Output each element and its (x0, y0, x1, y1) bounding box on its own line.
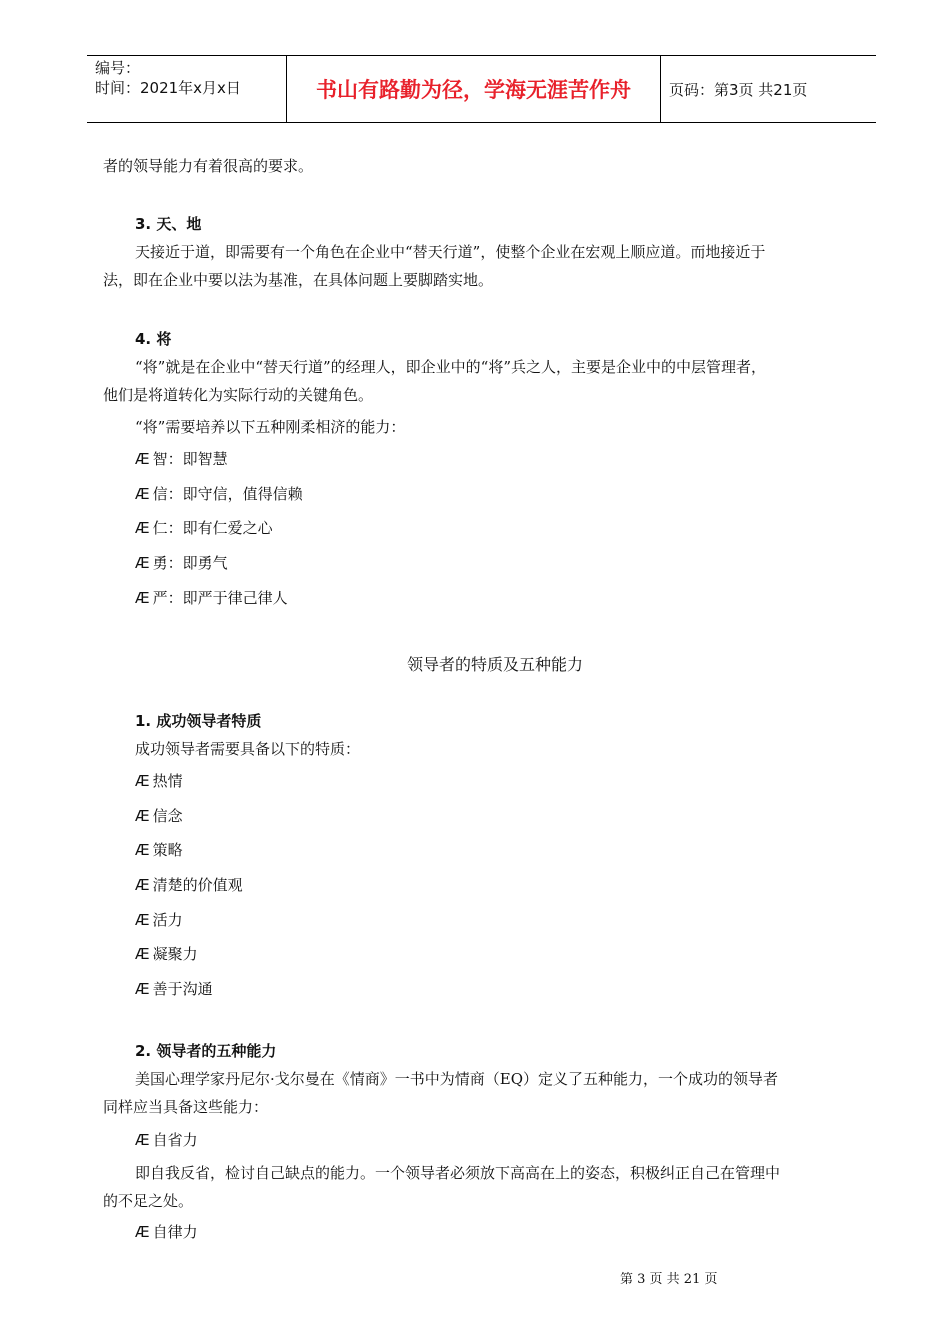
section-6-paragraph-line-3: 即自我反省，检讨自己缺点的能力。一个领导者必须放下高高在上的姿态，积极纠正自己在管理中 (135, 1164, 781, 1182)
section-4-paragraph-line-3: “将”需要培养以下五种刚柔相济的能力： (135, 418, 406, 436)
list-item: Æ 自省力 (135, 1131, 198, 1149)
page-header (87, 55, 876, 123)
header-motto: 书山有路勤为径，学海无涯苦作舟 (287, 56, 661, 122)
section-6-title: 2. 领导者的五种能力 (135, 1042, 277, 1060)
header-page-info: 页码：第3页 共21页 (669, 80, 808, 99)
list-item: Æ 严：即严于律己律人 (135, 589, 288, 607)
intro-tail-paragraph: 者的领导能力有着很高的要求。 (103, 157, 314, 175)
list-item: Æ 信念 (135, 807, 183, 825)
list-item: Æ 策略 (135, 841, 183, 859)
list-item: Æ 勇：即勇气 (135, 554, 228, 572)
list-item: Æ 凝聚力 (135, 945, 198, 963)
document-number-label: 编号： (95, 59, 141, 77)
section-6-paragraph-line-2: 同样应当具备这些能力： (103, 1098, 269, 1116)
section-center-title: 领导者的特质及五种能力 (406, 655, 583, 674)
section-4-title: 4. 将 (135, 330, 172, 348)
section-3-title: 3. 天、地 (135, 215, 202, 233)
list-item: Æ 活力 (135, 911, 183, 929)
section-6-paragraph-line-4: 的不足之处。 (103, 1192, 194, 1210)
section-4-paragraph-line-1: “将”就是在企业中“替天行道”的经理人，即企业中的“将”兵之人，主要是企业中的中层管理者， (135, 358, 767, 376)
section-3-paragraph-line-2: 法，即在企业中要以法为基准，在具体问题上要脚踏实地。 (103, 271, 494, 289)
section-5-title: 1. 成功领导者特质 (135, 712, 262, 730)
bullet-mark-icon: Æ (135, 911, 150, 929)
bullet-mark-icon: Æ (135, 876, 150, 894)
bullet-mark-icon: Æ (135, 554, 150, 572)
list-item: Æ 仁：即有仁爱之心 (135, 519, 273, 537)
section-4-paragraph-line-2: 他们是将道转化为实际行动的关键角色。 (103, 386, 374, 404)
header-meta (87, 56, 287, 122)
bullet-mark-icon: Æ (135, 1131, 150, 1149)
list-item: Æ 信：即守信，值得信赖 (135, 485, 303, 503)
bullet-mark-icon: Æ (135, 450, 150, 468)
bullet-mark-icon: Æ (135, 807, 150, 825)
page-footer: 第 3 页 共 21 页 (620, 1272, 718, 1287)
bullet-mark-icon: Æ (135, 1223, 150, 1241)
list-item: Æ 清楚的价值观 (135, 876, 243, 894)
list-item: Æ 智：即智慧 (135, 450, 228, 468)
section-5-paragraph: 成功领导者需要具备以下的特质： (135, 740, 361, 758)
section-6-paragraph-line-1: 美国心理学家丹尼尔·戈尔曼在《情商》一书中为情商（EQ）定义了五种能力，一个成功的领导者 (135, 1070, 779, 1088)
list-item: Æ 自律力 (135, 1223, 198, 1241)
list-item: Æ 热情 (135, 772, 183, 790)
bullet-mark-icon: Æ (135, 589, 150, 607)
bullet-mark-icon: Æ (135, 841, 150, 859)
list-item: Æ 善于沟通 (135, 980, 213, 998)
bullet-mark-icon: Æ (135, 485, 150, 503)
bullet-mark-icon: Æ (135, 945, 150, 963)
bullet-mark-icon: Æ (135, 519, 150, 537)
document-time-label: 时间：2021年x月x日 (95, 79, 241, 97)
bullet-mark-icon: Æ (135, 772, 150, 790)
section-3-paragraph-line-1: 天接近于道，即需要有一个角色在企业中“替天行道”，使整个企业在宏观上顺应道。而地接近于 (135, 243, 766, 261)
bullet-mark-icon: Æ (135, 980, 150, 998)
